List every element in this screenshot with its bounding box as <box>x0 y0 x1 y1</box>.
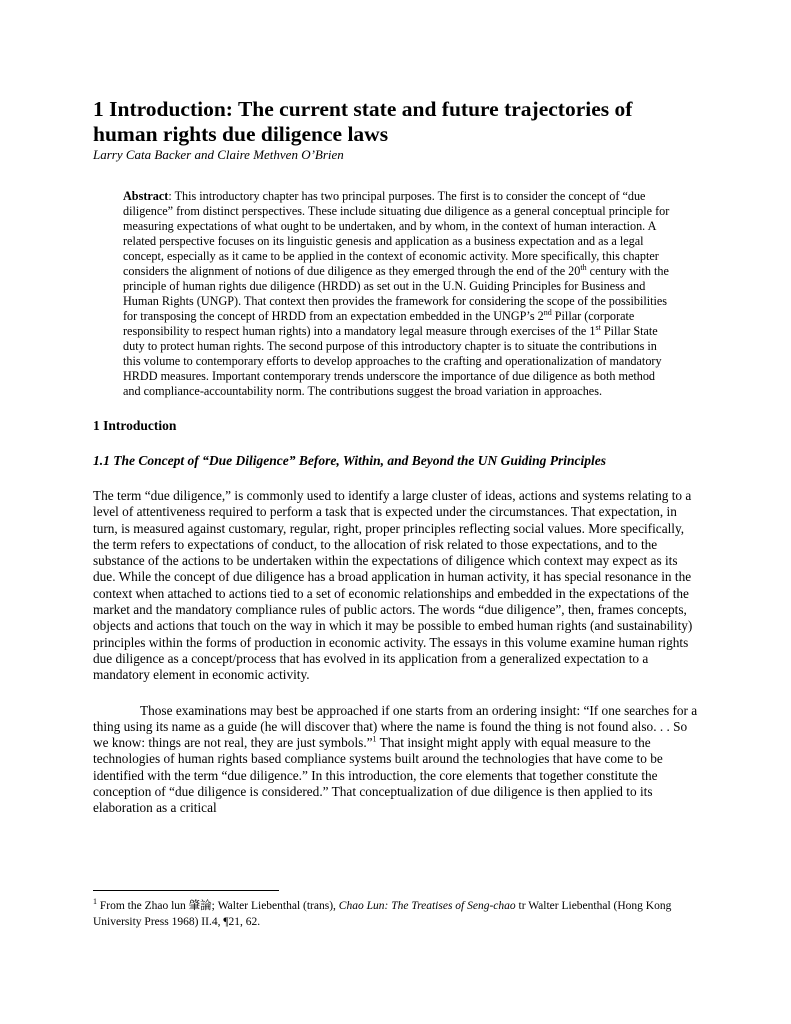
paragraph-text: That insight might apply with equal measure to the technologies of human rights based compliance systems built around the technologies that have come to be identified with the term “due diligence.” In this introduction, the core elements that together constitute the conception of “due diligence is considered.” That conceptualization of due diligence is then applied to its elaboration as a critical <box>93 735 663 816</box>
subsection-heading: 1.1 The Concept of “Due Diligence” Before, Within, and Beyond the UN Guiding Principles <box>93 453 607 468</box>
abstract-text: century with the principle of human rights due diligence (HRDD) as set out in the U.N. Guiding Principles for Business and Human Rights (UNGP). That context then provides the framework for considering the scope of the possibilities for transposing the concept of HRDD from an expectation embedded in the UNGP’s 2 <box>123 264 669 323</box>
abstract-text: Pillar State duty to protect human rights. The second purpose of this introductory chapter is to situate the contributions in this volume to contemporary efforts to develop approaches to the crafting and operationalization of mandatory HRDD measures. Important contemporary trends underscore the importance of due diligence as both method and compliance-accountability norm. The contributions suggest the broad variation in approaches. <box>123 324 662 398</box>
superscript-nd: nd <box>543 307 552 317</box>
footnote-reference[interactable]: 1 <box>372 734 377 744</box>
superscript-st: st <box>595 322 601 332</box>
footnote-number: 1 <box>93 897 97 907</box>
body-paragraph: The term “due diligence,” is commonly used to identify a large cluster of ideas, actions and systems relating to a level of attentiveness required to perform a task that is expected under the circumstances. That expectation, in turn, is measured against customary, regular, right, proper principles reflecting social values. More specifically, the term refers to expectations of conduct, to the allocation of risk related to those expectations, and to the substance of the actions to be undertaken within the expectations of diligence which context may expect as its due. While the concept of due diligence has a broad application in human activity, it has special resonance in the context when attached to actions tied to a set of economic relationships and embedded in the expectations of the market and the mandatory compliance rules of public actors. The words “due diligence”, then, frames concepts, objects and actions that touch on the way in which it may be possible to embed human rights (and sustainability) principles within the forms of production in economic activity. The essays in this volume examine human rights due diligence as a concept/process that has evolved in its application from a generalized expectation to a mandatory element in economic activity. <box>93 488 693 683</box>
footnote-book-title: Chao Lun: The Treatises of Seng-chao <box>338 900 516 912</box>
footnote-text: From the Zhao lun 肇論; Walter Liebenthal (trans), <box>97 900 339 912</box>
abstract <box>123 189 671 399</box>
footnote <box>93 898 699 930</box>
chapter-authors: Larry Cata Backer and Claire Methven O’Brien <box>93 147 344 162</box>
body-paragraph <box>93 703 699 817</box>
footnote-text: tr Walter Liebenthal (Hong Kong University Press 1968) II.4, ¶21, 62. <box>93 900 672 928</box>
paragraph-text: Those examinations may best be approached if one starts from an ordering insight: “If one searches for a thing using its name as a guide (he will discover that) where the name is found the thing is not found also. . . So we know: things are not real, they are just symbols.” <box>93 702 698 751</box>
chapter-title: 1 Introduction: The current state and future trajectories of human rights due diligence laws <box>93 97 633 146</box>
page-content <box>93 97 699 817</box>
abstract-label: Abstract <box>123 189 169 203</box>
abstract-text: : This introductory chapter has two principal purposes. The first is to consider the concept of “due diligence” from distinct perspectives. These include situating due diligence as a general conceptual principle for measuring expectations of what ought to be undertaken, and by whom, in the context of human interaction. A related perspective focuses on its linguistic genesis and application as a business expectation and as a legal concept, especially as it came to be applied in the context of economic activity. More specifically, this chapter considers the alignment of notions of due diligence as they emerged through the end of the 20 <box>123 189 670 278</box>
abstract-text: Pillar (corporate responsibility to respect human rights) into a mandatory legal measure through exercises of the 1 <box>123 309 635 338</box>
section-heading: 1 Introduction <box>93 418 177 433</box>
superscript-th: th <box>580 262 587 272</box>
footnote-separator <box>93 890 279 891</box>
